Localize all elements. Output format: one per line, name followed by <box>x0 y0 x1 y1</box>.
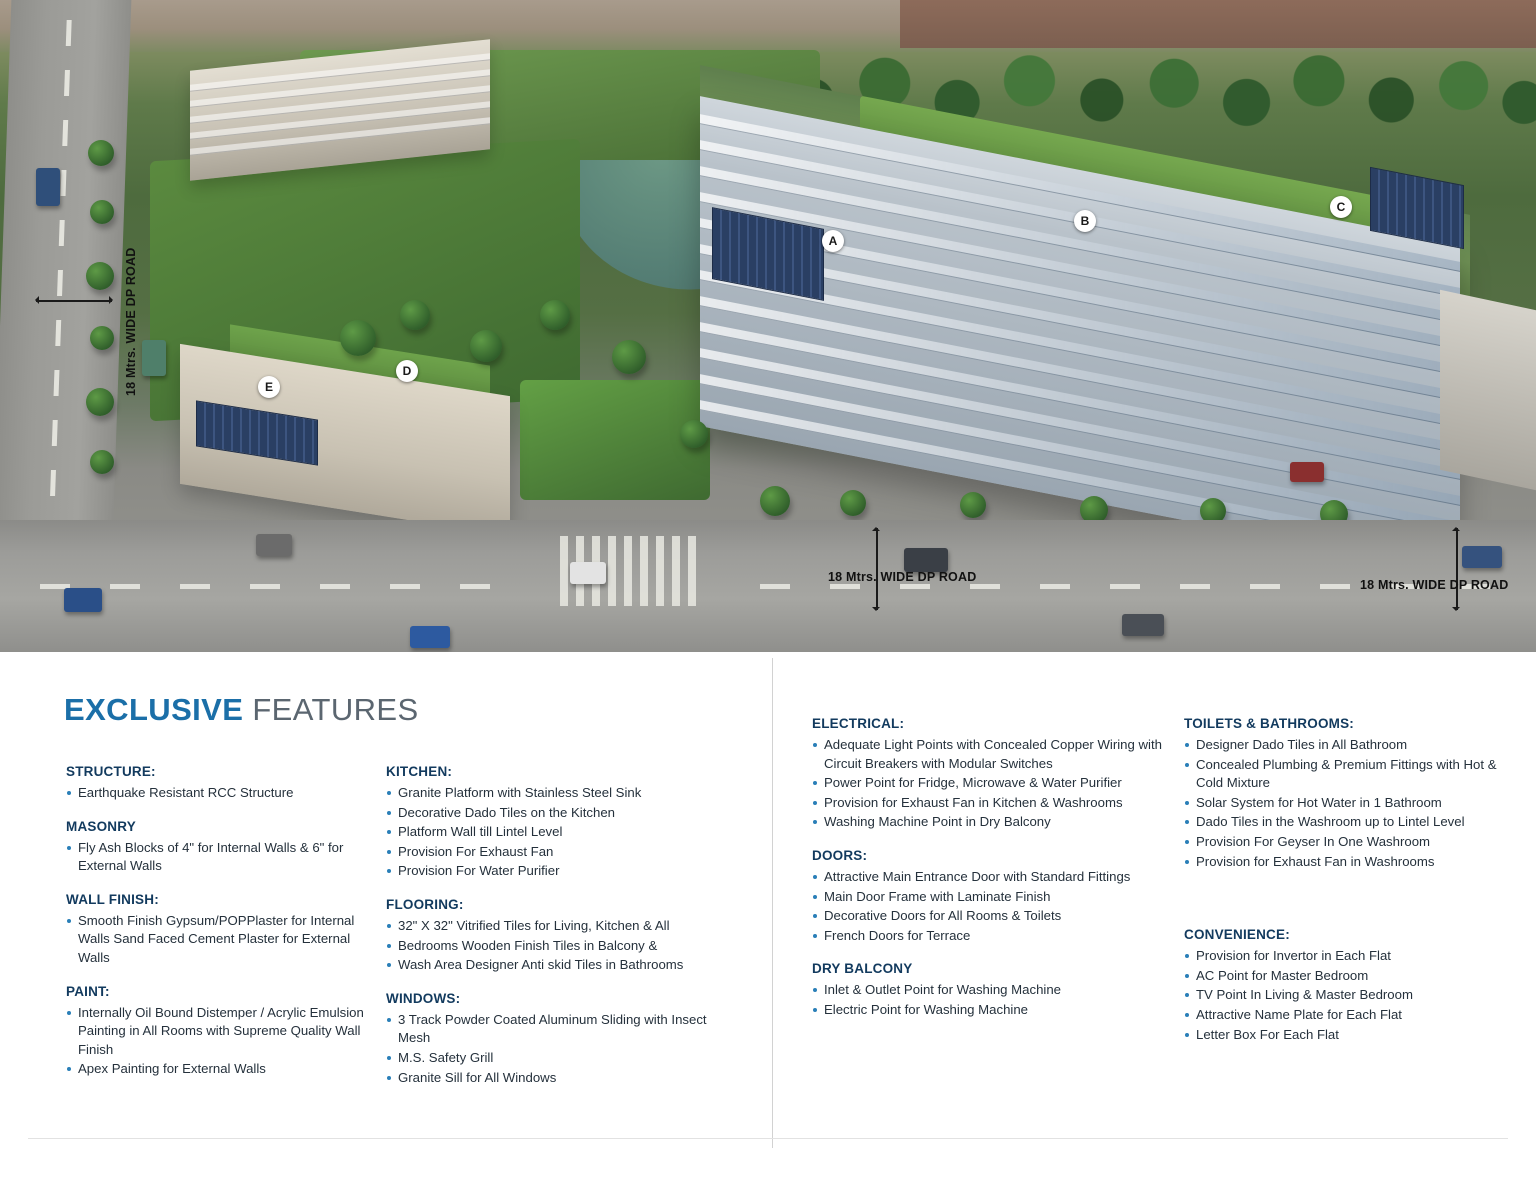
car-icon <box>256 534 292 556</box>
tree-icon <box>86 262 114 290</box>
feature-list <box>812 868 1167 945</box>
feature-group-title: TOILETS & BATHROOMS: <box>1184 716 1354 731</box>
list-item: Smooth Finish Gypsum/POPPlaster for Internal Walls Sand Faced Cement Plaster for External Walls <box>66 912 366 968</box>
list-item: Platform Wall till Lintel Level <box>386 823 726 842</box>
car-icon <box>410 626 450 648</box>
list-item: Provision For Exhaust Fan <box>386 843 726 862</box>
road-label-left: 18 Mtrs. WIDE DP ROAD <box>124 247 138 396</box>
feature-list <box>66 784 366 803</box>
list-item: Dado Tiles in the Washroom up to Lintel Level <box>1184 813 1514 832</box>
road-label-mid: 18 Mtrs. WIDE DP ROAD <box>828 570 977 584</box>
list-item: 3 Track Powder Coated Aluminum Sliding with Insect Mesh <box>386 1011 726 1048</box>
tree-icon <box>760 486 790 516</box>
list-item: French Doors for Terrace <box>812 927 1167 946</box>
feature-group-wall-finish <box>66 892 366 968</box>
tree-icon <box>612 340 646 374</box>
list-item: Electric Point for Washing Machine <box>812 1001 1167 1020</box>
list-item: Concealed Plumbing & Premium Fittings with Hot & Cold Mixture <box>1184 756 1514 793</box>
list-item: Attractive Main Entrance Door with Standard Fittings <box>812 868 1167 887</box>
list-item: Apex Painting for External Walls <box>66 1060 366 1079</box>
tree-icon <box>540 300 570 330</box>
feature-list <box>386 784 726 881</box>
list-item: Decorative Doors for All Rooms & Toilets <box>812 907 1167 926</box>
tree-icon <box>680 420 708 448</box>
car-icon <box>1122 614 1164 636</box>
list-item: Designer Dado Tiles in All Bathroom <box>1184 736 1514 755</box>
tree-icon <box>400 300 430 330</box>
feature-group-title: MASONRY <box>66 818 136 834</box>
list-item: Granite Platform with Stainless Steel Sink <box>386 784 726 803</box>
feature-group-title: DRY BALCONY <box>812 961 913 977</box>
list-item: M.S. Safety Grill <box>386 1049 726 1068</box>
exclusive-features-section <box>0 652 1536 1198</box>
page-title <box>64 692 419 728</box>
list-item: Wash Area Designer Anti skid Tiles in Bathrooms <box>386 956 726 975</box>
horizontal-divider <box>28 1138 1508 1139</box>
car-icon <box>1462 546 1502 568</box>
feature-list <box>66 1004 366 1079</box>
list-item: Fly Ash Blocks of 4" for Internal Walls & 6" for External Walls <box>66 839 366 876</box>
list-item: Bedrooms Wooden Finish Tiles in Balcony & <box>386 937 726 956</box>
building-marker-d: D <box>396 360 418 382</box>
tree-icon <box>90 200 114 224</box>
list-item: Provision for Invertor in Each Flat <box>1184 947 1514 966</box>
tree-icon <box>90 450 114 474</box>
feature-group-toilets-bathrooms <box>1184 716 1514 871</box>
tree-icon <box>88 140 114 166</box>
feature-group-paint <box>66 984 366 1079</box>
feature-group-flooring <box>386 897 726 975</box>
list-item: 32" X 32" Vitrified Tiles for Living, Kitchen & All <box>386 917 726 936</box>
list-item: Provision For Water Purifier <box>386 862 726 881</box>
feature-group-windows <box>386 991 726 1087</box>
feature-group-title: ELECTRICAL: <box>812 716 905 731</box>
feature-group-title: FLOORING: <box>386 896 464 912</box>
building-marker-a: A <box>822 230 844 252</box>
list-item: Provision for Exhaust Fan in Kitchen & Washrooms <box>812 794 1167 813</box>
list-item: Washing Machine Point in Dry Balcony <box>812 813 1167 832</box>
page-title-regular: FEATURES <box>252 692 419 727</box>
building-marker-c: C <box>1330 196 1352 218</box>
feature-list <box>386 917 726 975</box>
tree-icon <box>840 490 866 516</box>
feature-list <box>66 839 366 876</box>
tree-icon <box>340 320 376 356</box>
feature-group-electrical <box>812 716 1167 832</box>
feature-group-convenience <box>1184 927 1514 1044</box>
page-title-bold: EXCLUSIVE <box>64 692 244 727</box>
building-marker-e: E <box>258 376 280 398</box>
feature-list <box>386 1011 726 1087</box>
car-icon <box>1290 462 1324 482</box>
vertical-divider <box>772 658 773 1148</box>
list-item: Provision for Exhaust Fan in Washrooms <box>1184 853 1514 872</box>
car-icon <box>64 588 102 612</box>
list-item: TV Point In Living & Master Bedroom <box>1184 986 1514 1005</box>
tree-icon <box>90 326 114 350</box>
features-column-1 <box>66 764 366 1095</box>
feature-group-kitchen <box>386 764 726 881</box>
feature-group-title: WINDOWS: <box>386 990 461 1006</box>
feature-group-dry-balcony <box>812 961 1167 1019</box>
tree-icon <box>960 492 986 518</box>
list-item: Main Door Frame with Laminate Finish <box>812 888 1167 907</box>
list-item: AC Point for Master Bedroom <box>1184 967 1514 986</box>
list-item: Adequate Light Points with Concealed Copper Wiring with Circuit Breakers with Modular Switches <box>812 736 1167 773</box>
road-width-arrow-left <box>36 300 112 302</box>
feature-list <box>812 981 1167 1019</box>
feature-group-title: WALL FINISH: <box>66 891 159 907</box>
list-item: Attractive Name Plate for Each Flat <box>1184 1006 1514 1025</box>
features-column-3 <box>812 716 1167 1036</box>
car-icon <box>570 562 606 584</box>
car-icon <box>904 548 948 572</box>
feature-group-title: DOORS: <box>812 847 868 863</box>
road-front-horizontal <box>0 520 1536 652</box>
feature-list <box>1184 736 1514 871</box>
features-column-2 <box>386 764 726 1103</box>
road-width-arrow-right <box>1456 528 1458 610</box>
list-item: Internally Oil Bound Distemper / Acrylic Emulsion Painting in All Rooms with Supreme Quality Wall Finish <box>66 1004 366 1060</box>
list-item: Inlet & Outlet Point for Washing Machine <box>812 981 1167 1000</box>
feature-group-structure <box>66 764 366 803</box>
feature-list <box>66 912 366 968</box>
feature-group-title: KITCHEN: <box>386 764 453 779</box>
list-item: Provision For Geyser In One Washroom <box>1184 833 1514 852</box>
list-item: Letter Box For Each Flat <box>1184 1026 1514 1045</box>
feature-group-doors <box>812 848 1167 945</box>
list-item: Power Point for Fridge, Microwave & Water Purifier <box>812 774 1167 793</box>
neighbouring-building-right <box>1440 290 1536 490</box>
list-item: Granite Sill for All Windows <box>386 1069 726 1088</box>
tree-icon <box>470 330 502 362</box>
building-marker-b: B <box>1074 210 1096 232</box>
feature-group-title: PAINT: <box>66 983 110 999</box>
road-width-arrow-mid <box>876 528 878 610</box>
list-item: Solar System for Hot Water in 1 Bathroom <box>1184 794 1514 813</box>
features-column-4 <box>1184 716 1514 1060</box>
feature-group-masonry <box>66 819 366 876</box>
road-label-right: 18 Mtrs. WIDE DP ROAD <box>1360 578 1509 592</box>
list-item: Decorative Dado Tiles on the Kitchen <box>386 804 726 823</box>
car-icon <box>36 168 60 206</box>
feature-list <box>812 736 1167 832</box>
feature-group-title: CONVENIENCE: <box>1184 927 1290 943</box>
feature-group-title: STRUCTURE: <box>66 764 156 779</box>
feature-list <box>1184 947 1514 1044</box>
car-icon <box>142 340 166 376</box>
tree-icon <box>86 388 114 416</box>
list-item: Earthquake Resistant RCC Structure <box>66 784 366 803</box>
